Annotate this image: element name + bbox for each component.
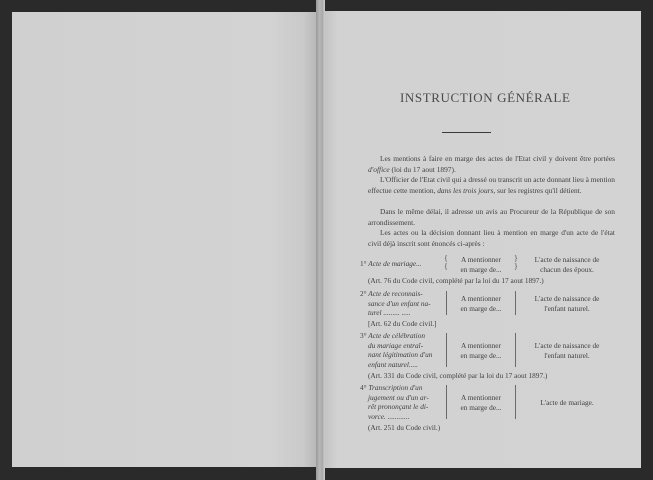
page-title: INSTRUCTION GÉNÉRALE xyxy=(400,90,571,105)
entry-reference: (Art. 251 du Code civil.) xyxy=(368,423,441,432)
entry-4-divorce xyxy=(360,383,620,433)
entry-number: 3° xyxy=(360,331,367,340)
brace-right xyxy=(515,291,516,315)
paragraph-italic-text: d'office xyxy=(368,164,390,174)
entry-reference: (Art. 331 du Code civil, complété par la loi du 17 aout 1897.) xyxy=(368,371,548,380)
entry-label xyxy=(360,331,446,369)
title-divider xyxy=(442,132,491,133)
entry-reference: (Art. 76 du Code civil, complété par la loi du 17 aout 1897.) xyxy=(368,276,544,285)
brace-right xyxy=(515,385,516,419)
entry-label xyxy=(360,289,446,318)
entry-label xyxy=(360,259,446,269)
right-line: L'acte de mariage. xyxy=(540,398,594,407)
brace-left xyxy=(446,385,447,419)
paragraph-text: Dans le même délai, il adresse un avis au Procureur de la République de son arrondissement. xyxy=(368,207,615,227)
entry-label-line: Acte de mariage... xyxy=(368,259,422,268)
mid-line: en marge de... xyxy=(460,265,502,274)
right-line: l'enfant naturel. xyxy=(544,304,590,313)
entry-label-line: enfant naturel..... xyxy=(368,359,418,369)
entry-label-line: jugement ou d'un ar- xyxy=(368,392,429,402)
entry-3-legitimation xyxy=(360,331,620,381)
entry-1-mariage xyxy=(360,255,620,291)
right-line: L'acte de naissance de xyxy=(534,341,600,350)
entry-target-column xyxy=(518,341,616,361)
entry-label xyxy=(360,383,446,421)
paragraph-text: , sur les registres qu'il détient. xyxy=(493,185,582,195)
paragraph-text: L'Officier de l'Etat civil qui a dressé ou transcrit un acte donnant lieu à mention effectue cette mention, xyxy=(368,175,615,195)
mid-line: A mentionner xyxy=(461,341,501,350)
paragraph-officier xyxy=(368,175,615,196)
entry-label-line: nant légitimation d'un xyxy=(368,350,433,360)
mid-line: A mentionner xyxy=(461,294,501,303)
entry-label-line: rêt prononçant le di- xyxy=(368,402,429,412)
paragraph-mentions xyxy=(368,154,615,175)
entry-target-column xyxy=(518,294,616,314)
entry-label-line: Acte de reconnais- xyxy=(368,289,423,298)
brace-right xyxy=(515,333,516,367)
entry-label-line: du mariage entraî- xyxy=(368,340,424,350)
paragraph-text: Les actes ou la décision donnant lieu à mention en marge d'un acte de l'état civil déjà inscrit sont énoncés ci-après : xyxy=(368,228,615,248)
brace-right: } } xyxy=(514,254,518,271)
mid-line: en marge de... xyxy=(460,403,502,412)
paragraph-italic-text: dans les trois jours xyxy=(437,185,494,195)
entry-2-reconnaissance xyxy=(360,289,620,329)
brace-left xyxy=(446,291,447,315)
mid-line: en marge de... xyxy=(460,351,502,360)
entry-label-line: turel ......... ..... xyxy=(368,308,411,318)
entry-mention-column xyxy=(448,393,514,413)
entry-label-line: sance d'un enfant na- xyxy=(368,298,431,308)
right-line: L'acte de naissance de xyxy=(534,294,600,303)
brace-left xyxy=(446,333,447,367)
brace-left: { { xyxy=(444,254,448,271)
mid-line: en marge de... xyxy=(460,304,502,313)
entry-number: 4° xyxy=(360,383,367,392)
paragraph-actes xyxy=(368,228,615,249)
entry-mention-column xyxy=(448,255,514,275)
right-page xyxy=(325,11,641,468)
mid-line: A mentionner xyxy=(461,255,501,264)
entry-mention-column xyxy=(448,294,514,314)
right-line: l'enfant naturel. xyxy=(544,351,590,360)
book-spine xyxy=(316,0,325,480)
entry-target-column xyxy=(518,398,616,408)
left-page-blank xyxy=(12,12,316,467)
entry-number: 1° xyxy=(360,259,367,268)
entry-number: 2° xyxy=(360,289,367,298)
entry-mention-column xyxy=(448,341,514,361)
entry-reference: [Art. 62 du Code civil.] xyxy=(368,319,437,328)
paragraph-text: Les mentions à faire en marge des actes de l'Etat civil y doivent être portées xyxy=(380,154,615,163)
right-line: L'acte de naissance de xyxy=(534,255,600,264)
entry-target-column xyxy=(518,255,616,275)
mid-line: A mentionner xyxy=(461,393,501,402)
paragraph-delai xyxy=(368,207,615,228)
paragraph-text: (loi du 17 aout 1897). xyxy=(389,164,456,174)
right-line: chacun des époux. xyxy=(540,265,594,274)
entry-label-line: vorce. ............ xyxy=(368,411,410,421)
entry-label-line: Acte de célébration xyxy=(368,331,426,340)
entry-label-line: Transcription d'un xyxy=(368,383,423,392)
